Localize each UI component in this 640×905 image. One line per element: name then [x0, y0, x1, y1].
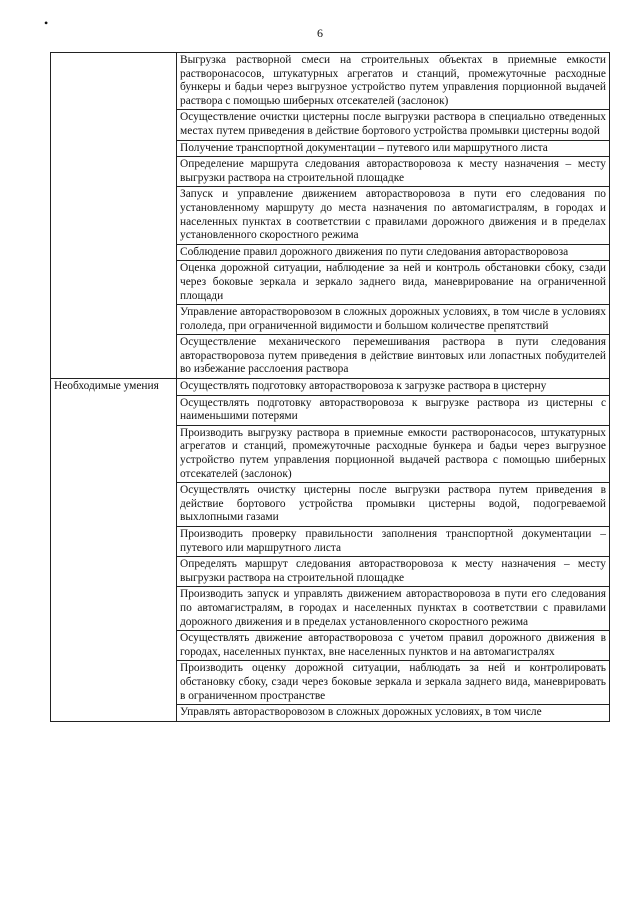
cell-text: Определение маршрута следования авторастворовоза к месту назначения – месту выгрузки раствора на строительной площадке — [180, 158, 606, 184]
table-row — [51, 53, 610, 110]
cell-text: Запуск и управление движением авторастворовоза в пути его следования по установленному маршруту до места назначения по автомагистралям, в городах и населенных пунктах в соответствии с правилами дорожного движения и в пределах установленного скоростного режима — [180, 188, 606, 242]
competency-table — [50, 52, 610, 722]
table-cell — [177, 53, 610, 110]
table-cell — [177, 483, 610, 527]
cell-text: Соблюдение правил дорожного движения по пути следования авторастворовоза — [180, 245, 569, 258]
page-number: 6 — [317, 26, 323, 40]
cell-text: Производить проверку правильности заполнения транспортной документации – путевого или маршрутного листа — [180, 528, 606, 554]
page-mark: • — [44, 16, 49, 30]
table-cell — [177, 110, 610, 140]
table-cell — [177, 157, 610, 187]
cell-text: Осуществление механического перемешивания раствора в пути следования авторастворовоза путем приведения в действие винтовых или лопастных побудителей во избежание расслоения раствора — [180, 336, 606, 376]
label-cell-empty — [51, 53, 177, 379]
table-cell — [177, 379, 610, 396]
table-row — [51, 379, 610, 396]
table-cell — [177, 631, 610, 661]
cell-text: Производить выгрузку раствора в приемные емкости растворонасосов, штукатурных агрегатов и станций, промежуточные расходные бункера и бадьи через выгрузное устройство путем управления порционной выдачей раствора с помощью шиберных отсекателей (заслонок) — [180, 426, 606, 480]
cell-text: Осуществлять подготовку авторастворовоза к выгрузке раствора из цистерны с наименьшими потерями — [180, 396, 606, 423]
cell-text: Производить оценку дорожной ситуации, наблюдать за ней и контролировать обстановку сбоку, сзади через боковые зеркала и зеркала заднего вида, маневрировать в ограниченном пространстве — [180, 662, 606, 702]
table-cell — [177, 244, 610, 261]
cell-text: Определять маршрут следования авторастворовоза к месту назначения – месту выгрузки раствора на строительной площадке — [180, 558, 606, 584]
table-cell — [177, 527, 610, 557]
table-cell — [177, 395, 610, 425]
cell-text: Выгрузка растворной смеси на строительных объектах в приемные емкости растворонасосов, штукатурных агрегатов и станций, промежуточные расходные бункеры и бадьи через выгрузное устройство путем управления порционной выдачей раствора с помощью шиберных отсекателей (заслонок) — [180, 54, 606, 107]
table-cell — [177, 705, 610, 722]
cell-text: Осуществлять движение авторастворовоза с учетом правил дорожного движения в городах, населенных пунктах, вне населенных пунктов и на автомагистралях — [180, 632, 606, 658]
cell-text: Осуществлять очистку цистерны после выгрузки раствора путем приведения в действие бортового устройства промывки цистерны водой, подогреваемой выхлопными газами — [180, 484, 606, 524]
section-label: Необходимые умения — [54, 380, 159, 393]
table-cell — [177, 557, 610, 587]
table-cell — [177, 305, 610, 335]
table-cell — [177, 661, 610, 705]
skills-label-cell — [51, 379, 177, 722]
table-cell — [177, 335, 610, 379]
cell-text: Оценка дорожной ситуации, наблюдение за ней и контроль обстановки сбоку, сзади через боковые зеркала и зеркало заднего вида, маневрирование на ограниченной площади — [180, 262, 606, 302]
table-cell — [177, 261, 610, 305]
cell-text: Производить запуск и управлять движением авторастворовоза в пути его следования по автомагистралям, в городах и населенных пунктах в соответствии с правилами дорожного движения и в пределах установленного скоростного режима — [180, 588, 606, 628]
table-cell — [177, 587, 610, 631]
cell-text: Получение транспортной документации – путевого или маршрутного листа — [180, 141, 548, 154]
cell-text: Осуществлять подготовку авторастворовоза к загрузке раствора в цистерну — [180, 380, 547, 393]
cell-text: Управлять авторастворовозом в сложных дорожных условиях, в том числе — [180, 706, 542, 719]
table-cell — [177, 140, 610, 157]
cell-text: Осуществление очистки цистерны после выгрузки раствора в специально отведенных местах путем приведения в действие бортового устройства промывки цистерны водой — [180, 111, 606, 137]
table-cell — [177, 425, 610, 482]
table-cell — [177, 187, 610, 244]
cell-text: Управление авторастворовозом в сложных дорожных условиях, в том числе в условиях гололеда, при ограниченной видимости и большом количестве препятствий — [180, 306, 606, 332]
